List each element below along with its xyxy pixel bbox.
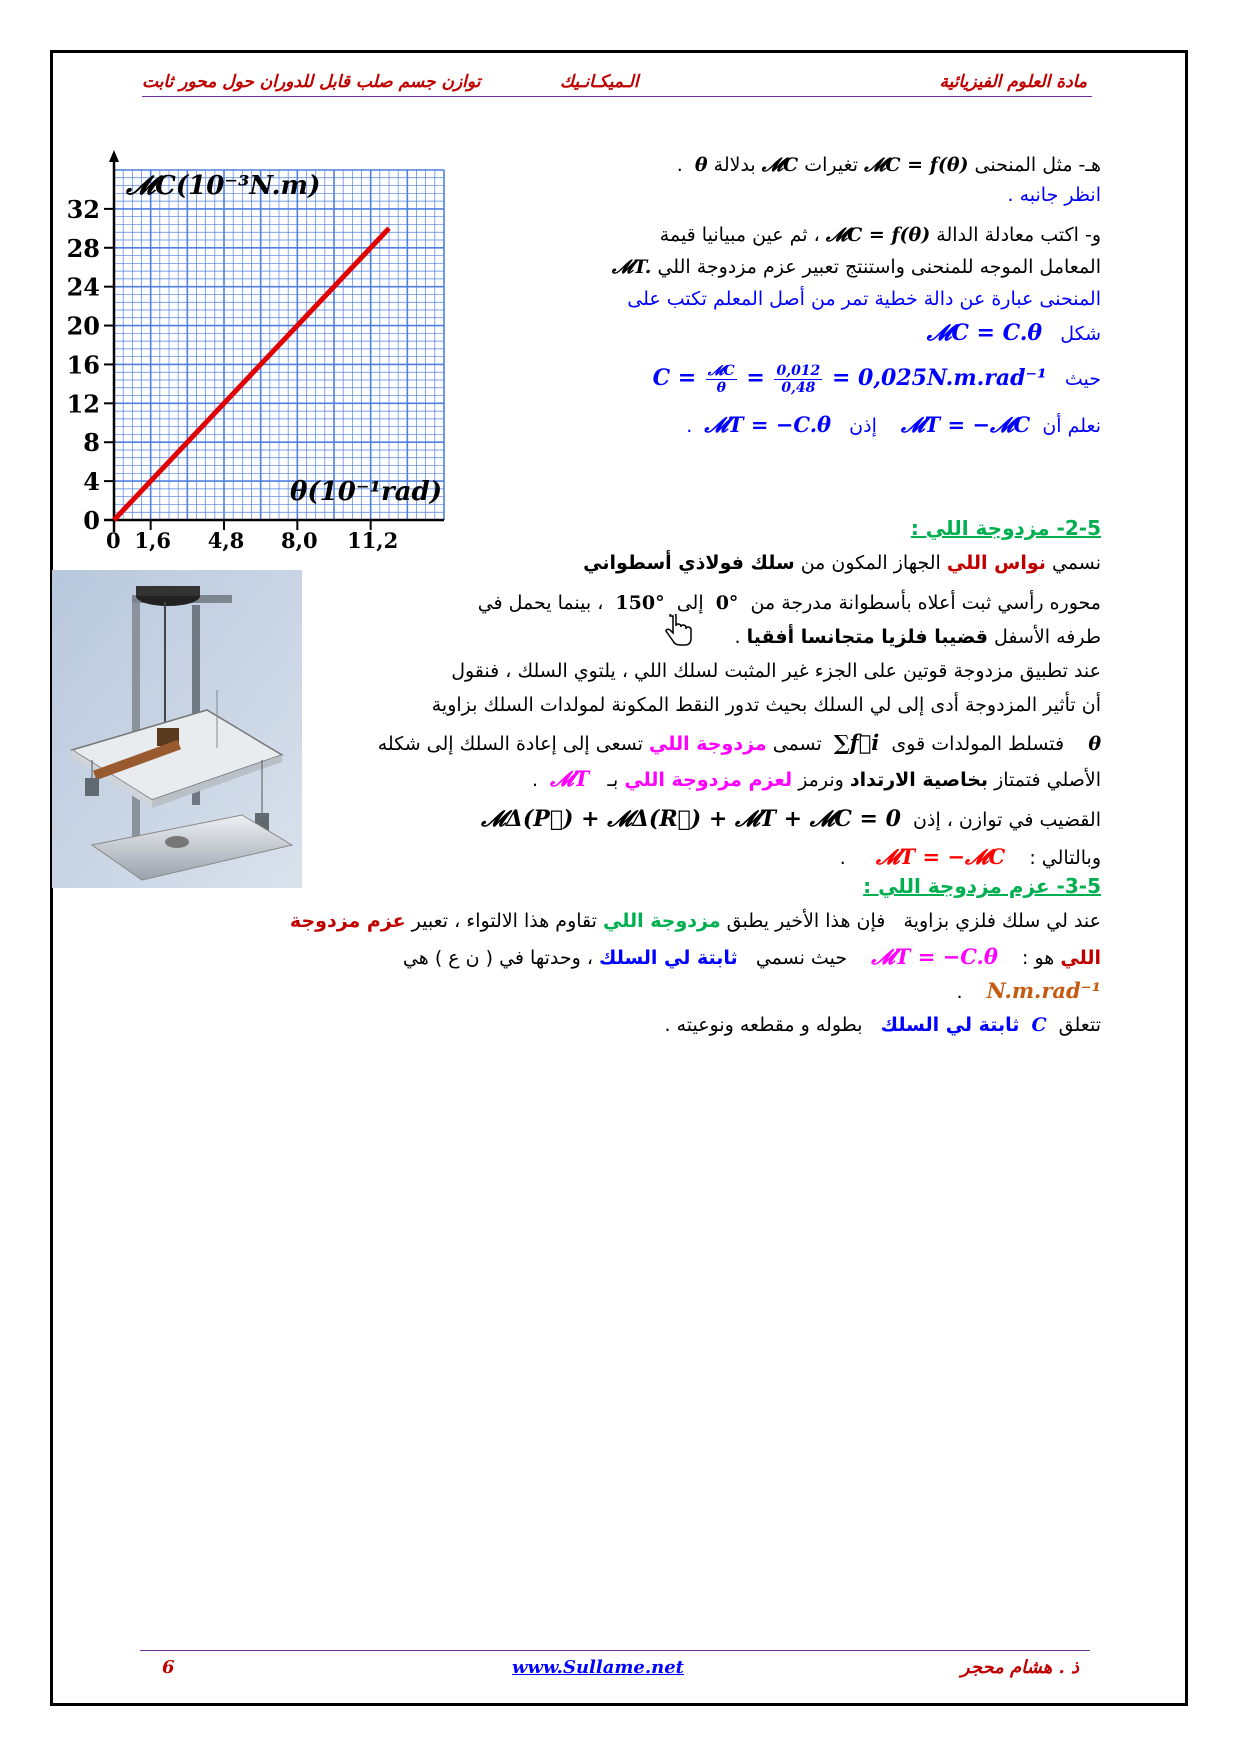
sec2-p3a: طرفه الأسفل bbox=[994, 626, 1101, 648]
formula-mt-minus-c-theta: 𝓜T = −C.θ bbox=[704, 412, 832, 437]
answer-line1: المنحنى عبارة عن دالة خطية تمر من أصل المعلم تكتب على bbox=[627, 288, 1101, 310]
question-e-mid: تغيرات bbox=[804, 154, 859, 176]
sec3-p2f: ، وحدتها في ( ن ع ) هي bbox=[402, 947, 593, 969]
fraction1-num: 𝓜C bbox=[707, 362, 735, 379]
sec2-p8a: القضيب في توازن ، إذن bbox=[913, 809, 1101, 831]
torsion-moment-term-2: عزم مزدوجة bbox=[289, 910, 406, 932]
y-tick-label: 4 bbox=[83, 467, 100, 497]
sec2-p2c: إلى bbox=[676, 592, 704, 614]
header-lesson: توازن جسم صلب قابل للدوران حول محور ثابت bbox=[142, 72, 481, 92]
sec2-p1a: نسمي bbox=[1051, 552, 1101, 574]
torsion-word: اللي bbox=[1060, 947, 1101, 969]
torsion-couple-term: مزدوجة اللي bbox=[649, 733, 767, 755]
hand-pointer-icon bbox=[664, 614, 694, 648]
formula-c-value: C = $\frac{\text{𝓜C}}{\theta}$ = $\frac{0,012}{0,48}$ = 0,025N.m.rad⁻¹ bbox=[652, 362, 1047, 396]
sec2-p7g: . bbox=[531, 769, 539, 791]
sec2-line9 bbox=[840, 842, 1101, 873]
x-tick-label: 1,6 bbox=[134, 528, 171, 553]
fraction2-den: 0,48 bbox=[781, 379, 816, 396]
steel-wire-term: سلك فولاذي أسطواني bbox=[583, 552, 795, 574]
sec3-p1a: عند لي سلك فلزي بزاوية bbox=[903, 910, 1101, 932]
symbol-mt: 𝓜T. bbox=[611, 256, 652, 278]
sec2-p6d: تسمى bbox=[772, 733, 822, 755]
answer-then: إذن bbox=[849, 415, 877, 437]
sec2-line2 bbox=[478, 588, 1101, 618]
formula-mc-c-theta: 𝓜C = C.θ bbox=[926, 320, 1043, 346]
x-tick-label: 11,2 bbox=[347, 528, 399, 553]
x-tick-label: 4,8 bbox=[207, 528, 245, 553]
sec3-line1 bbox=[290, 906, 1101, 936]
equilibrium-equation: 𝓜Δ(P⃗) + 𝓜Δ(R⃗) + 𝓜T + 𝓜C = 0 bbox=[481, 806, 901, 832]
y-axis-arrow bbox=[109, 150, 119, 162]
torsion-couple-term-2: مزدوجة اللي bbox=[602, 910, 721, 932]
fraction-mc-theta bbox=[706, 363, 737, 396]
header-subject: مادة العلوم الفيزيائية bbox=[939, 72, 1087, 92]
answer-shape: شكل bbox=[1060, 323, 1101, 345]
answer-dot: . bbox=[686, 415, 693, 437]
torsion-pendulum-photo bbox=[52, 570, 302, 888]
angle-150: 150° bbox=[615, 592, 665, 614]
sec3-line3 bbox=[956, 976, 1101, 1007]
x-tick-label: 8,0 bbox=[281, 528, 318, 553]
footer-rule bbox=[140, 1650, 1090, 1651]
moment-angle-chart bbox=[44, 140, 504, 560]
y-tick-label: 12 bbox=[66, 389, 100, 419]
question-w-text: و- اكتب معادلة الدالة bbox=[936, 224, 1101, 246]
y-tick-label: 24 bbox=[66, 272, 100, 302]
sec2-line1 bbox=[583, 548, 1101, 578]
sec2-p1c: الجهاز المكون من bbox=[800, 552, 941, 574]
sum-forces: ∑f⃗i bbox=[833, 730, 880, 755]
symbol-mc: 𝓜C bbox=[761, 154, 799, 176]
sec2-p6b: فتسلط المولدات قوى bbox=[891, 733, 1065, 755]
sec3-p2d: حيث نسمي bbox=[755, 947, 848, 969]
y-axis-label: 𝓜C(10⁻³N.m) bbox=[126, 171, 321, 201]
answer-line2 bbox=[927, 318, 1101, 349]
sec2-line5: أن تأثير المزدوجة أدى إلى لي السلك بحيث تدور النقط المكونة لمولدات السلك بزاوية bbox=[431, 694, 1101, 716]
sec3-p1d: تقاوم هذا الالتواء ، تعبير bbox=[411, 910, 597, 932]
sec2-p9c: . bbox=[839, 847, 846, 869]
fraction1-den: θ bbox=[716, 379, 726, 396]
symbol-c: C bbox=[1031, 1014, 1047, 1036]
sec3-p3b: . bbox=[956, 981, 963, 1003]
symbol-theta-2: θ bbox=[1088, 733, 1101, 755]
page-number: 6 bbox=[162, 1657, 175, 1678]
section-2-5-title: 2-5- مزدوجة اللي : bbox=[910, 516, 1101, 540]
angle-0: 0° bbox=[715, 592, 739, 614]
question-e-by: بدلالة bbox=[713, 154, 756, 176]
sec2-line6 bbox=[378, 728, 1101, 759]
sec3-p4a: تتعلق bbox=[1058, 1014, 1101, 1036]
answer-line3 bbox=[653, 358, 1101, 399]
y-tick-label: 8 bbox=[83, 428, 100, 458]
question-w-text-2: المعامل الموجه للمنحنى واستنتج تعبير عزم مزدوجة اللي bbox=[657, 256, 1101, 278]
formula-mc-f-theta: 𝓜C = f(θ) bbox=[864, 154, 969, 176]
sec2-p6f: تسعى إلى إعادة السلك إلى شكله bbox=[377, 733, 643, 755]
sec2-line4: عند تطبيق مزدوجة قوتين على الجزء غير المثبت لسلك اللي ، يلتوي السلك ، فنقول bbox=[451, 660, 1101, 682]
y-tick-label: 32 bbox=[66, 194, 100, 224]
sec2-p2a: محوره رأسي ثبت أعلاه بأسطوانة مدرجة من bbox=[750, 592, 1101, 614]
unit-nm-rad: N.m.rad⁻¹ bbox=[986, 978, 1101, 1003]
symbol-mt-2: 𝓜T bbox=[550, 766, 590, 791]
y-tick-label: 0 bbox=[83, 506, 100, 535]
restoring-property-term: بخاصية الارتداد bbox=[849, 769, 989, 791]
question-w-text-b: ، ثم عين مبيانيا قيمة bbox=[659, 224, 820, 246]
y-tick-label: 20 bbox=[66, 311, 100, 341]
sec2-line8 bbox=[481, 804, 1101, 835]
formula-mc-f-theta-2: 𝓜C = f(θ) bbox=[825, 224, 931, 246]
fraction-values bbox=[774, 363, 822, 396]
sec2-p2e: ، بينما يحمل في bbox=[477, 592, 604, 614]
header-rule bbox=[142, 96, 1092, 97]
question-e-prefix: هـ- مثل المنحنى bbox=[974, 154, 1101, 176]
sec2-p7e: بـ bbox=[607, 769, 619, 791]
question-w-line1 bbox=[660, 220, 1101, 250]
formula-mt-minus-c-theta-2: 𝓜T = −C.θ bbox=[871, 944, 998, 969]
torsion-constant-term: ثابتة لي السلك bbox=[599, 947, 738, 969]
sec3-line2 bbox=[403, 942, 1101, 973]
header-unit: الـميكـانـيك bbox=[560, 72, 639, 92]
x-axis-label: θ(10⁻¹rad) bbox=[290, 477, 442, 507]
metal-rod-term: قضيبا فلزيا متجانسا أفقيا bbox=[746, 626, 988, 648]
sec3-p1b: فإن هذا الأخير يطبق bbox=[726, 910, 886, 932]
symbol-theta: θ bbox=[694, 154, 708, 176]
see-beside: انظر جانبه . bbox=[1007, 184, 1101, 206]
y-tick-label: 28 bbox=[66, 233, 100, 263]
author-name: ذ . هشام محجر bbox=[960, 1657, 1079, 1678]
answer-know: نعلم أن bbox=[1042, 415, 1101, 437]
sec3-p4d: بطوله و مقطعه ونوعيته . bbox=[664, 1014, 863, 1036]
sec2-line3 bbox=[735, 622, 1102, 652]
section-3-5-title: 3-5- عزم مزدوجة اللي : bbox=[863, 874, 1101, 898]
sec2-line7 bbox=[532, 764, 1101, 795]
sec2-p9a: وبالتالي : bbox=[1029, 847, 1101, 869]
website-link[interactable]: www.Sullame.net bbox=[512, 1657, 684, 1678]
c-rhs: = 0,025N.m.rad⁻¹ bbox=[831, 365, 1047, 391]
x-tick-label: 0 bbox=[106, 528, 121, 553]
sec2-p3c: . bbox=[734, 626, 741, 648]
c-lhs: C = bbox=[652, 365, 697, 391]
answer-where: حيث bbox=[1064, 368, 1101, 390]
formula-mt-minus-mc-2: 𝓜T = −𝓜C bbox=[875, 844, 1006, 869]
torsion-moment-term: لعزم مزدوجة اللي bbox=[624, 769, 793, 791]
sec3-line4 bbox=[664, 1010, 1101, 1040]
formula-mt-minus-mc: 𝓜T = −𝓜C bbox=[901, 412, 1031, 437]
question-e: هـ- مثل المنحنى 𝓜C = f(θ) تغيرات 𝓜C بدلالة θ . bbox=[677, 150, 1101, 180]
sec3-p2b: هو : bbox=[1022, 947, 1055, 969]
fraction2-num: 0,012 bbox=[776, 362, 821, 379]
answer-line4 bbox=[686, 410, 1101, 441]
sec2-p7a: الأصلي فتمتاز bbox=[994, 769, 1101, 791]
sec2-p7c: ونرمز bbox=[798, 769, 844, 791]
y-tick-label: 16 bbox=[66, 350, 100, 380]
torsion-constant-term-2: ثابتة لي السلك bbox=[880, 1014, 1020, 1036]
torsion-pendulum-term: نواس اللي bbox=[946, 552, 1046, 574]
question-w-line2 bbox=[612, 252, 1101, 282]
